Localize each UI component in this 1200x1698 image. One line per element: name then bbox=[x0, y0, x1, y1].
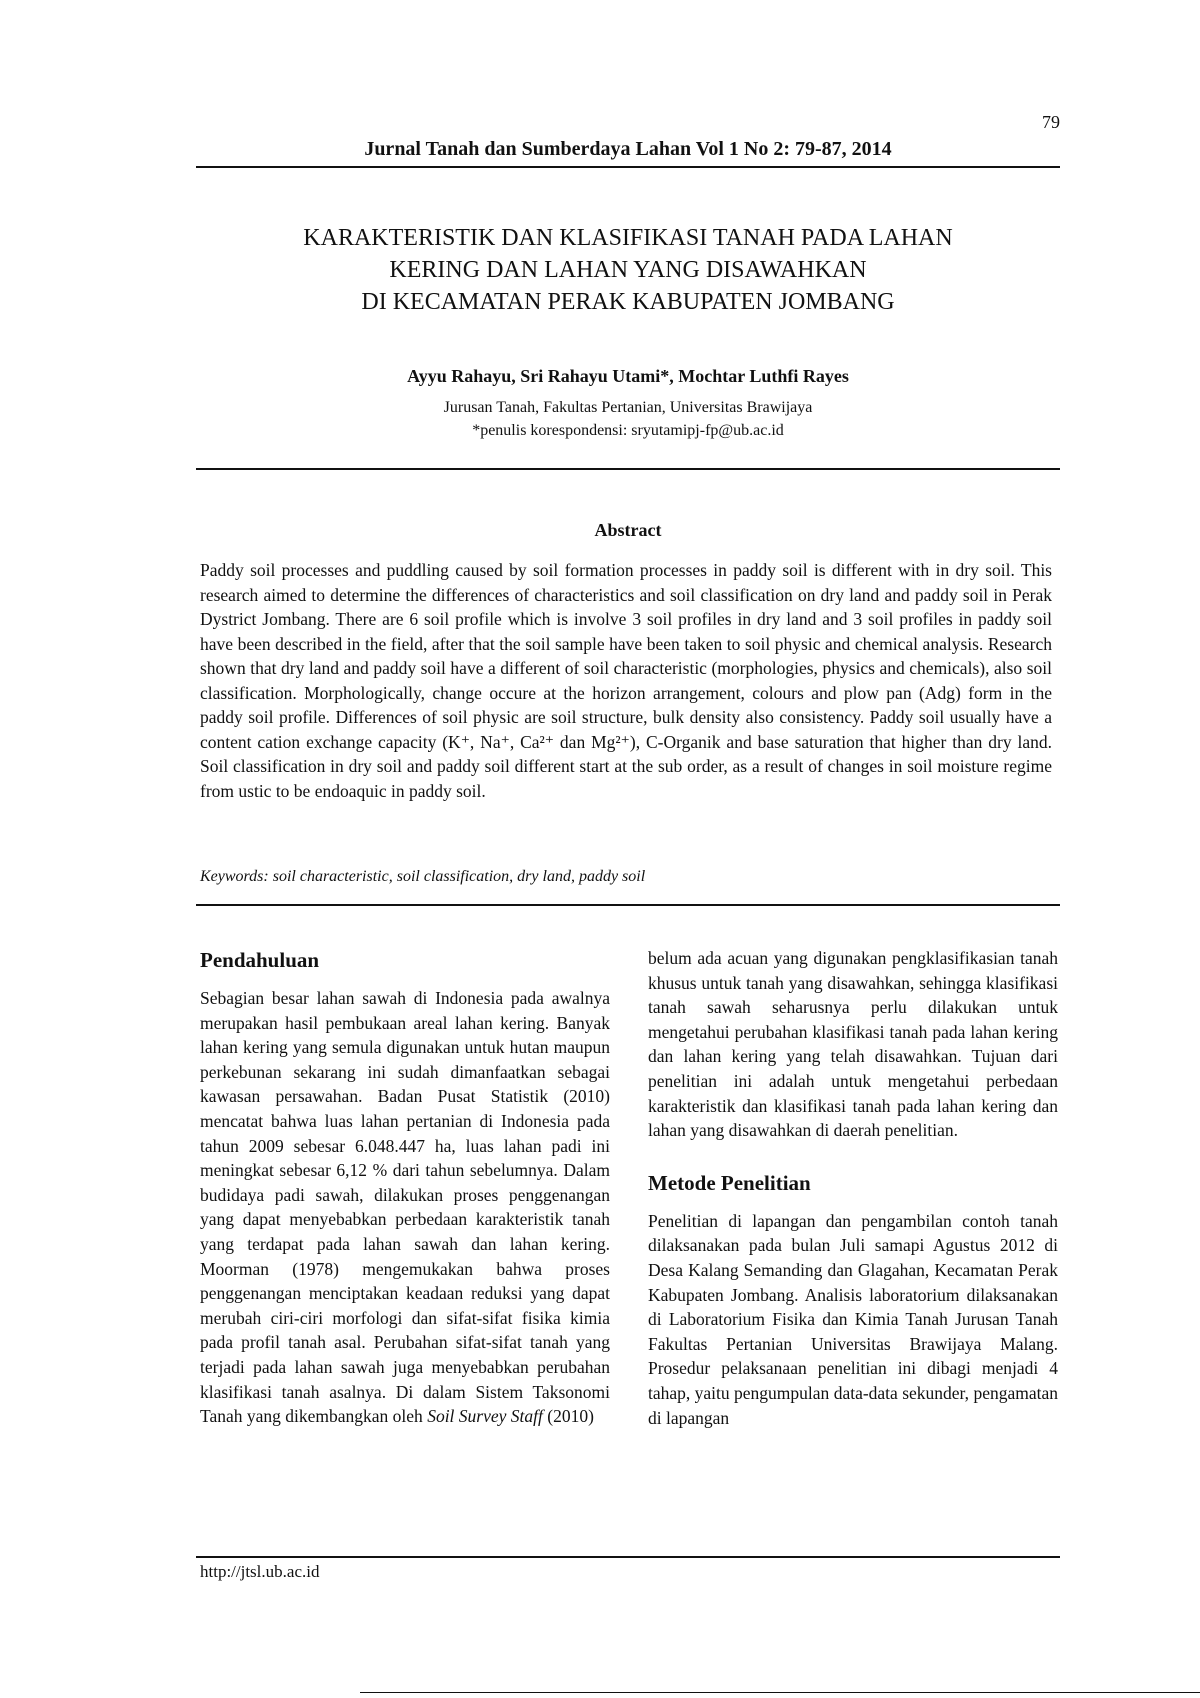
correspondence: *penulis korespondensi: sryutamipj-fp@ub.ac.id bbox=[472, 422, 784, 439]
abstract-heading: Abstract bbox=[594, 520, 662, 540]
title-line: DI KECAMATAN PERAK KABUPATEN JOMBANG bbox=[361, 289, 895, 315]
affiliation-block bbox=[196, 396, 1060, 442]
section-rule bbox=[196, 468, 1060, 470]
footer-rule bbox=[196, 1556, 1060, 1558]
paragraph bbox=[200, 986, 610, 1429]
affiliation: Jurusan Tanah, Fakultas Pertanian, Universitas Brawijaya bbox=[443, 399, 813, 416]
section-heading-metode: Metode Penelitian bbox=[648, 1170, 811, 1195]
header-rule bbox=[196, 166, 1060, 168]
paragraph-text: (2010) bbox=[542, 1406, 594, 1427]
italic-citation: Soil Survey Staff bbox=[427, 1406, 543, 1427]
title-line: KERING DAN LAHAN YANG DISAWAHKAN bbox=[389, 257, 867, 283]
article-title bbox=[196, 222, 1060, 318]
abstract-body: Paddy soil processes and puddling caused by soil formation processes in paddy soil is different with in dry soil. This research aimed to determine the differences of characteristics and soil classification on dry land and paddy soil in Perak Dystrict Jombang. There are 6 soil profile which is involve 3 soil profiles in dry land and 3 soil profiles in paddy soil have been described in the field, after that the soil sample have been taken to soil physic and chemical analysis. Research shown that dry land and paddy soil have a different of soil characteristic (morphologies, physics and chemicals), also soil classification. Morphologically, change occure at the horizon arrangement, colours and plow pan (Adg) form in the paddy soil profile. Differences of soil physic are soil structure, bulk density also consistency. Paddy soil usually have a content cation exchange capacity (K⁺, Na⁺, Ca²⁺ dan Mg²⁺), C-Organik and base saturation that higher than dry land. Soil classification in dry soil and paddy soil different start at the sub order, as a result of changes in soil moisture regime from ustic to be endoaquic in paddy soil. bbox=[200, 560, 1052, 801]
bottom-rule bbox=[360, 1692, 1200, 1693]
page-number: 79 bbox=[1042, 112, 1060, 132]
title-line: KARAKTERISTIK DAN KLASIFIKASI TANAH PADA LAHAN bbox=[303, 225, 953, 251]
authors: Ayyu Rahayu, Sri Rahayu Utami*, Mochtar Luthfi Rayes bbox=[407, 366, 849, 386]
paragraph-text: Sebagian besar lahan sawah di Indonesia pada awalnya merupakan hasil pembukaan areal lahan kering. Banyak lahan kering yang semula digunakan untuk hutan maupun perkebunan sekarang ini sudah dimanfaatkan sebagai kawasan persawahan. Badan Pusat Statistik (2010) mencatat bahwa luas lahan pertanian di Indonesia pada tahun 2009 sebesar 6.048.447 ha, luas lahan padi ini meningkat sebesar 6,12 % dari tahun sebelumnya. Dalam budidaya padi sawah, dilakukan proses penggenangan yang dapat menyebabkan perbedaan karakteristik tanah yang terdapat pada lahan sawah dan lahan kering. Moorman (1978) mengemukakan bahwa proses penggenangan menciptakan keadaan reduksi yang dapat merubah ciri-ciri morfologi dan sifat-sifat fisika kimia pada profil tanah asal. Perubahan sifat-sifat tanah yang terjadi pada lahan sawah juga menyebabkan perubahan klasifikasi tanah asalnya. Di dalam Sistem Taksonomi Tanah yang dikembangkan oleh bbox=[200, 988, 610, 1427]
paragraph: belum ada acuan yang digunakan pengklasifikasian tanah khusus untuk tanah yang disawahkan, sehingga klasifikasi tanah sawah seharusnya perlu dilakukan untuk mengetahui perubahan klasifikasi tanah pada lahan kering dan lahan kering yang telah disawahkan. Tujuan dari penelitian ini adalah untuk mengetahui perbedaan karakteristik dan klasifikasi tanah pada lahan kering dan lahan yang disawahkan di daerah penelitian. bbox=[648, 948, 1058, 1141]
keywords: Keywords: soil characteristic, soil classification, dry land, paddy soil bbox=[200, 868, 646, 885]
section-rule bbox=[196, 904, 1060, 906]
left-column bbox=[200, 946, 610, 1429]
journal-header: Jurnal Tanah dan Sumberdaya Lahan Vol 1 No 2: 79-87, 2014 bbox=[364, 138, 892, 160]
section-heading-pendahuluan: Pendahuluan bbox=[200, 948, 320, 972]
paragraph: Penelitian di lapangan dan pengambilan contoh tanah dilaksanakan pada bulan Juli samapi Agustus 2012 di Desa Kalang Semanding dan Glagahan, Kecamatan Perak Kabupaten Jombang. Analisis laboratorium dilaksanakan di Laboratorium Fisika dan Kimia Tanah Jurusan Tanah Fakultas Pertanian Universitas Brawijaya Malang. Prosedur pelaksanaan penelitian ini dibagi menjadi 4 tahap, yaitu pengumpulan data-data sekunder, pengamatan di lapangan bbox=[648, 1210, 1058, 1428]
right-column bbox=[648, 946, 1058, 1430]
footer-url[interactable]: http://jtsl.ub.ac.id bbox=[200, 1562, 320, 1581]
